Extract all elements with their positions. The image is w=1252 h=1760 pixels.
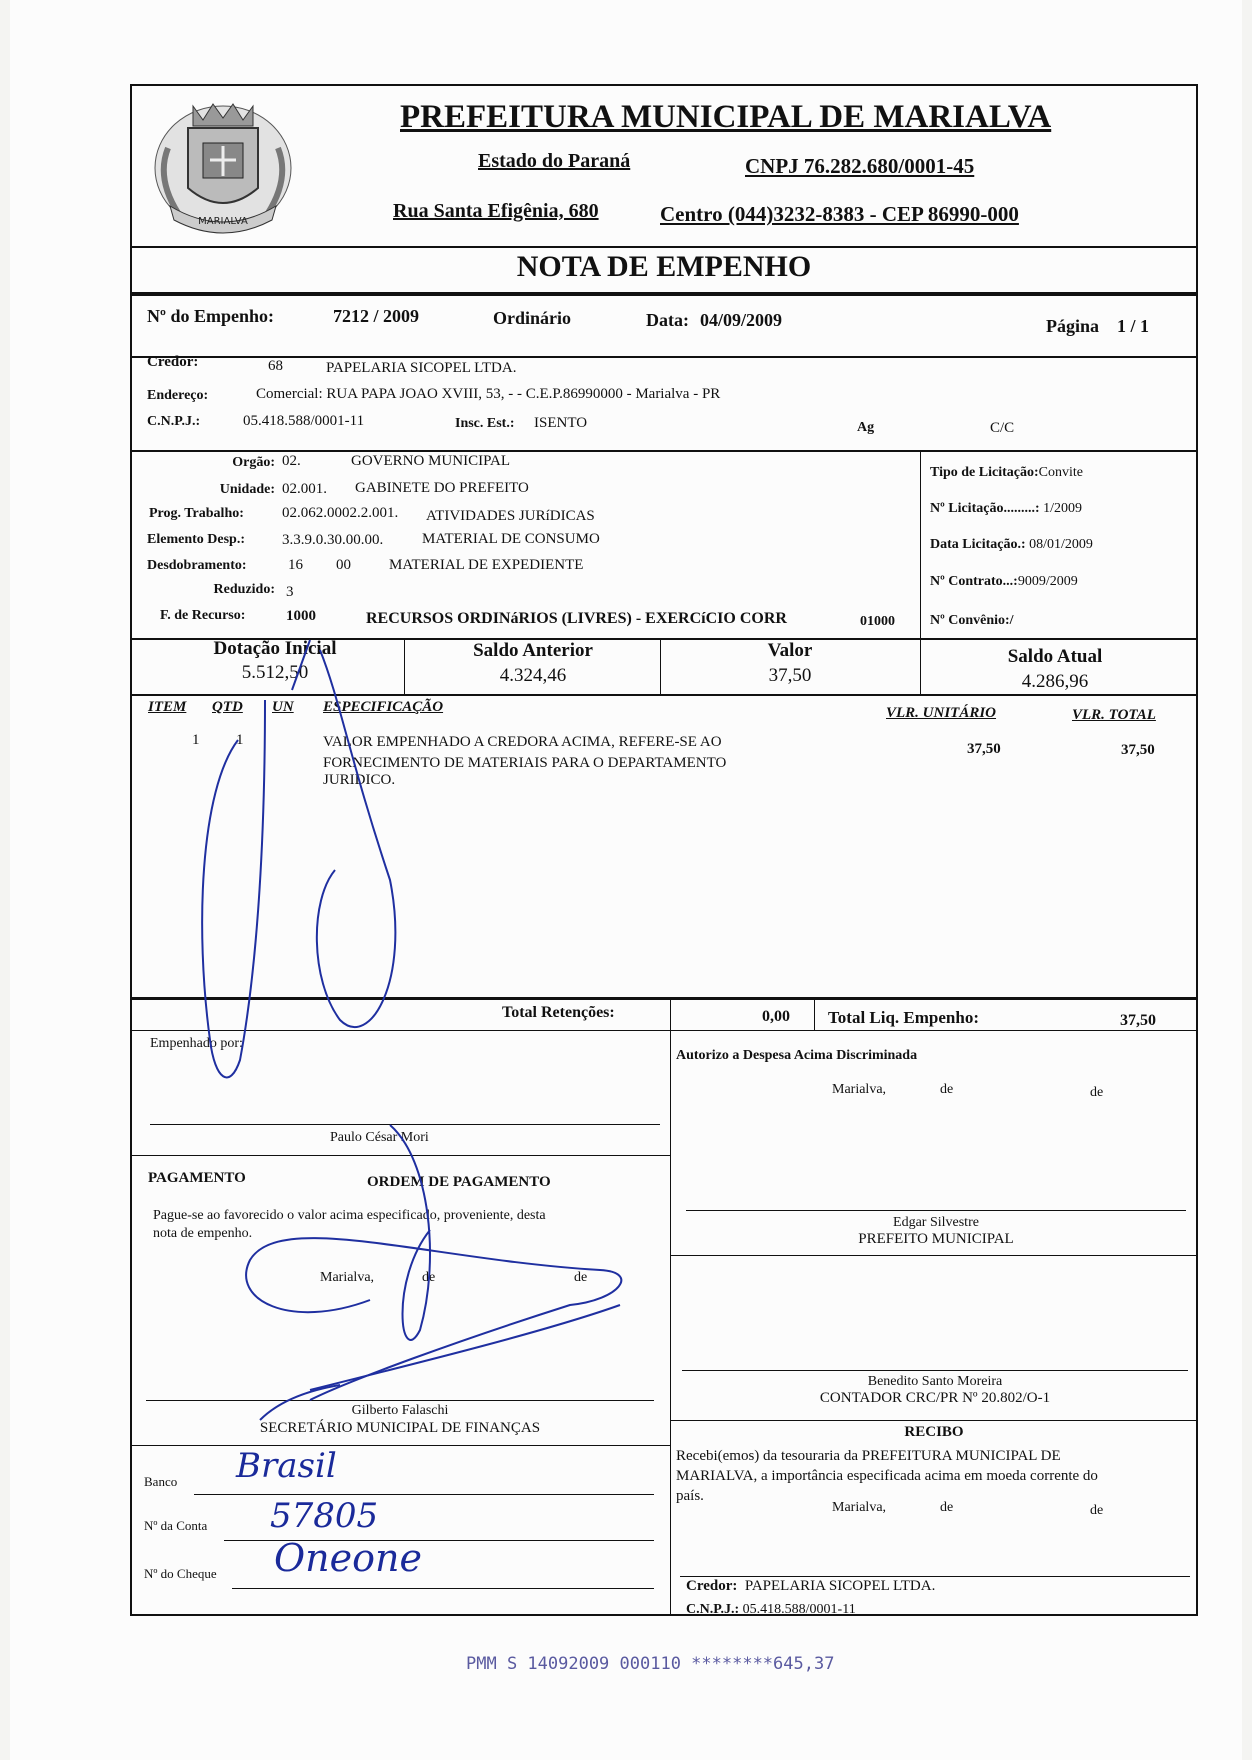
item-description-line2: FORNECIMENTO DE MATERIAIS PARA O DEPARTAMENTO	[323, 755, 727, 771]
receipt-text-line3: país.	[676, 1488, 704, 1504]
elemento-label: Elemento Desp.:	[147, 532, 245, 547]
cnpj-header: CNPJ 76.282.680/0001-45	[745, 154, 975, 178]
ag-label: Ag	[857, 420, 875, 435]
item-qty: 1	[236, 732, 244, 748]
unidade-label: Unidade:	[219, 482, 275, 497]
creditor-name: PAPELARIA SICOPEL LTDA.	[326, 360, 517, 376]
col-header-qtd: QTD	[212, 699, 243, 715]
convenio-label: Nº Convênio:/	[930, 613, 1014, 628]
desdobramento-name: MATERIAL DE EXPEDIENTE	[389, 557, 584, 573]
previous-balance: 4.324,46	[499, 665, 567, 686]
initial-balance-label: Dotação Inicial	[213, 638, 337, 659]
previous-balance-label: Saldo Anterior	[473, 640, 593, 661]
item-number: 1	[192, 732, 200, 748]
licitacao-date-label: Data Licitação.: 08/01/2009	[930, 537, 1093, 552]
orgao-code: 02.	[282, 453, 301, 469]
state-name: Estado do Paraná	[478, 150, 631, 172]
prog-label: Prog. Trabalho:	[149, 506, 244, 521]
bank-label: Banco	[144, 1474, 178, 1489]
contract-label: Nº Contrato...:9009/2009	[930, 574, 1078, 589]
col-header-espec: ESPECIFICAÇÃO	[323, 699, 444, 715]
unidade-name: GABINETE DO PREFEITO	[355, 480, 529, 496]
receipt-de1: de	[940, 1500, 954, 1515]
committed-by-name: Paulo César Mori	[330, 1130, 429, 1145]
receipt-text-line2: MARIALVA, a importância especificada acima em moeda corrente do	[676, 1468, 1098, 1484]
cheque-handwritten: Oneone	[274, 1536, 422, 1580]
page-title: PREFEITURA MUNICIPAL DE MARIALVA	[400, 99, 1052, 135]
payment-order-title: ORDEM DE PAGAMENTO	[367, 1174, 551, 1190]
item-total-value: 37,50	[1121, 742, 1155, 758]
account-handwritten: 57805	[270, 1496, 379, 1536]
licitacao-type-label: Tipo de Licitação:Convite	[930, 465, 1083, 480]
accountant-name: Benedito Santo Moreira	[867, 1374, 1003, 1389]
svg-text:MARIALVA: MARIALVA	[198, 216, 248, 227]
cheque-label: Nº do Cheque	[144, 1566, 217, 1581]
receipt-place: Marialva,	[832, 1500, 887, 1515]
receipt-title: RECIBO	[904, 1424, 964, 1440]
insc-label: Insc. Est.:	[455, 416, 515, 431]
receipt-creditor: Credor: PAPELARIA SICOPEL LTDA.	[686, 1578, 936, 1594]
orgao-name: GOVERNO MUNICIPAL	[351, 453, 511, 469]
account-label: Nº da Conta	[144, 1518, 208, 1533]
payment-text-line1: Pague-se ao favorecido o valor acima especificado, proveniente, desta	[153, 1208, 546, 1223]
empenho-type: Ordinário	[493, 308, 572, 328]
creditor-cnpj: 05.418.588/0001-11	[243, 413, 365, 429]
payment-text-line2: nota de empenho.	[153, 1226, 253, 1241]
secretary-name: Gilberto Falaschi	[351, 1403, 449, 1418]
accountant-title: CONTADOR CRC/PR Nº 20.802/O-1	[819, 1390, 1051, 1406]
secretary-title: SECRETÁRIO MUNICIPAL DE FINANÇAS	[259, 1420, 541, 1436]
elemento-name: MATERIAL DE CONSUMO	[422, 531, 600, 547]
auth-place: Marialva,	[832, 1082, 887, 1097]
receipt-cnpj: C.N.P.J.: 05.418.588/0001-11	[686, 1602, 856, 1617]
net-total-label: Total Liq. Empenho:	[828, 1008, 979, 1027]
receipt-de2: de	[1090, 1503, 1104, 1518]
creditor-code: 68	[268, 358, 283, 374]
net-total-value: 37,50	[1120, 1012, 1156, 1029]
payment-stamp: PMM S 14092009 000110 ********645,37	[466, 1654, 835, 1674]
document-title: NOTA DE EMPENHO	[516, 250, 812, 283]
payment-de1: de	[422, 1270, 436, 1285]
value-label: Valor	[767, 640, 813, 661]
page-number: 1 / 1	[1117, 316, 1150, 336]
desdobramento-code2: 00	[336, 557, 351, 573]
empenho-number-label: Nº do Empenho:	[147, 306, 274, 326]
bank-handwritten: Brasil	[236, 1446, 337, 1486]
col-header-item: ITEM	[148, 699, 187, 715]
committed-by-label: Empenhado por:	[150, 1036, 243, 1051]
empenho-date: 04/09/2009	[700, 310, 783, 330]
col-header-total-value: VLR. TOTAL	[1072, 707, 1156, 723]
retentions-value: 0,00	[762, 1008, 790, 1025]
insc-value: ISENTO	[534, 415, 588, 431]
prog-name: ATIVIDADES JURíDICAS	[426, 508, 595, 524]
receipt-text-line1: Recebi(emos) da tesouraria da PREFEITURA MUNICIPAL DE	[676, 1448, 1061, 1464]
item-unit-value: 37,50	[967, 741, 1001, 757]
current-balance: 4.286,96	[1021, 671, 1089, 692]
address-label: Endereço:	[147, 388, 209, 403]
reduzido-label: Reduzido:	[213, 582, 275, 597]
unidade-code: 02.001.	[282, 481, 327, 497]
creditor-cnpj-label: C.N.P.J.:	[147, 414, 201, 429]
fonte-number: 01000	[860, 614, 895, 629]
fonte-label: F. de Recurso:	[160, 608, 246, 623]
elemento-code: 3.3.9.0.30.00.00.	[282, 532, 384, 548]
fonte-code: 1000	[286, 608, 316, 624]
creditor-address: Comercial: RUA PAPA JOAO XVIII, 53, - - C.E.P.86990000 - Marialva - PR	[256, 386, 721, 402]
desdobramento-code1: 16	[288, 557, 303, 573]
payment-label: PAGAMENTO	[148, 1170, 246, 1186]
auth-de2: de	[1090, 1085, 1104, 1100]
fonte-name: RECURSOS ORDINáRIOS (LIVRES) - EXERCíCIO CORR	[366, 610, 787, 627]
payment-place: Marialva,	[320, 1270, 375, 1285]
initial-balance: 5.512,50	[241, 662, 309, 683]
address-street: Rua Santa Efigênia, 680	[393, 200, 599, 222]
mayor-title: PREFEITO MUNICIPAL	[858, 1231, 1014, 1247]
item-description-line3: JURIDICO.	[323, 772, 396, 788]
auth-de1: de	[940, 1082, 954, 1097]
current-balance-label: Saldo Atual	[1007, 646, 1103, 667]
address-contact: Centro (044)3232-8383 - CEP 86990-000	[660, 202, 1019, 226]
document-sheet	[10, 0, 1242, 1760]
reduzido-value: 3	[286, 584, 294, 600]
empenho-number: 7212 / 2009	[333, 306, 420, 326]
empenho-date-label: Data:	[646, 310, 689, 330]
creditor-label: Credor:	[147, 354, 199, 370]
prog-code: 02.062.0002.2.001.	[282, 505, 399, 521]
payment-de2: de	[574, 1270, 588, 1285]
value-amount: 37,50	[768, 665, 812, 686]
mayor-name: Edgar Silvestre	[893, 1215, 979, 1230]
page-label: Página	[1046, 316, 1100, 336]
col-header-unit-value: VLR. UNITÁRIO	[886, 705, 997, 721]
orgao-label: Orgão:	[232, 455, 275, 470]
col-header-un: UN	[272, 699, 294, 715]
item-description-line1: VALOR EMPENHADO A CREDORA ACIMA, REFERE-SE AO	[323, 734, 722, 750]
licitacao-number-label: Nº Licitação.........: 1/2009	[930, 501, 1082, 516]
retentions-label: Total Retenções:	[502, 1004, 615, 1021]
authorization-text: Autorizo a Despesa Acima Discriminada	[676, 1048, 918, 1063]
cc-label: C/C	[990, 420, 1015, 436]
creditor-box	[130, 356, 1198, 452]
desdobramento-label: Desdobramento:	[147, 558, 247, 573]
municipal-crest-icon	[148, 88, 298, 240]
